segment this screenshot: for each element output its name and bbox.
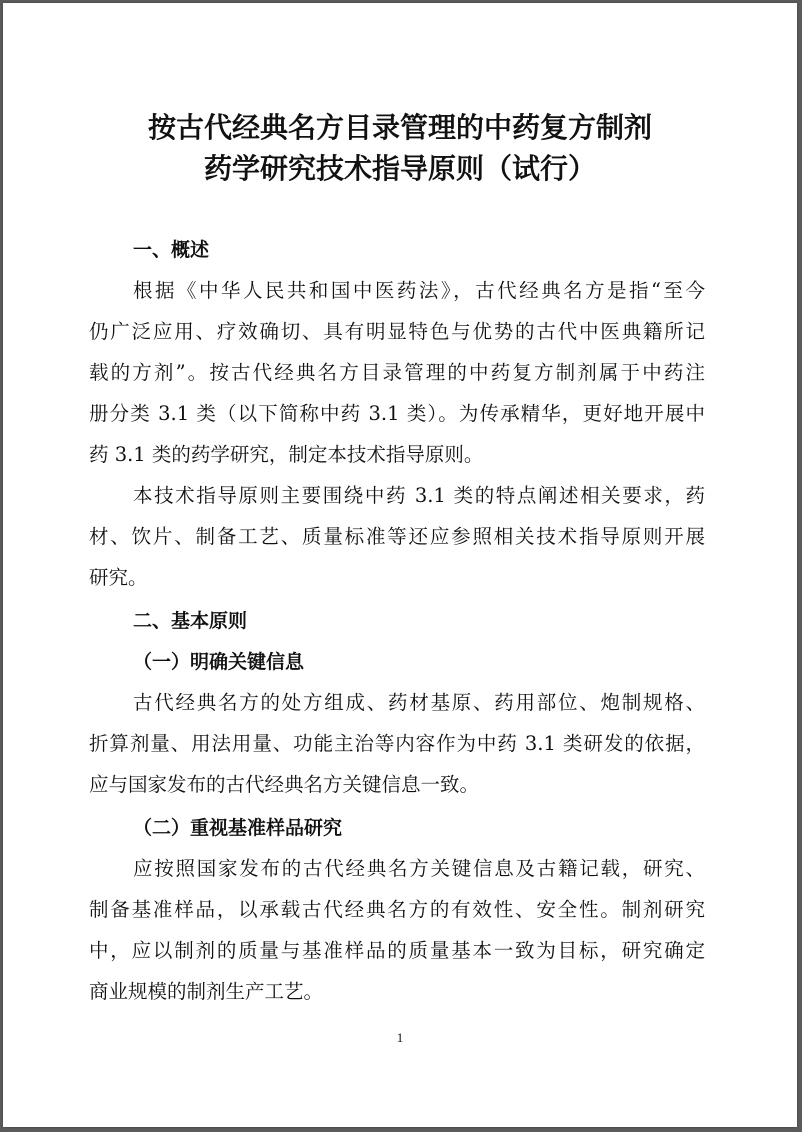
document-title-line-1: 按古代经典名方目录管理的中药复方制剂 <box>147 111 652 144</box>
subsection-1-para-line-2: 折算剂量、用法用量、功能主治等内容作为中药 3.1 类研发的依据， <box>89 732 705 755</box>
subsection-2-para-line-4: 商业规模的制剂生产工艺。 <box>89 980 324 1003</box>
subsection-1-para-line-3: 应与国家发布的古代经典名方关键信息一致。 <box>89 773 480 796</box>
document-page <box>3 3 797 1127</box>
section-1-para-2-line-2: 材、饮片、制备工艺、质量标准等还应参照相关技术指导原则开展 <box>89 525 705 548</box>
section-1-heading: 一、概述 <box>133 239 210 261</box>
subsection-2-para-line-1: 应按照国家发布的古代经典名方关键信息及古籍记载，研究、 <box>133 857 705 880</box>
section-1-para-1-line-1: 根据《中华人民共和国中医药法》，古代经典名方是指“至今 <box>133 279 705 302</box>
page-number: 1 <box>396 1030 404 1045</box>
section-1-para-1-line-5: 药 3.1 类的药学研究，制定本技术指导原则。 <box>89 443 484 466</box>
subsection-1-heading: （一）明确关键信息 <box>133 651 305 673</box>
subsection-2-para-line-3: 中，应以制剂的质量与基准样品的质量基本一致为目标，研究确定 <box>89 939 705 962</box>
section-1-para-1-line-2: 仍广泛应用、疗效确切、具有明显特色与优势的古代中医典籍所记 <box>89 320 705 343</box>
section-2-heading: 二、基本原则 <box>133 610 248 632</box>
subsection-2-para-line-2: 制备基准样品，以承载古代经典名方的有效性、安全性。制剂研究 <box>89 898 705 921</box>
section-1-para-1-line-3: 载的方剂”。按古代经典名方目录管理的中药复方制剂属于中药注 <box>89 361 705 384</box>
section-1-para-2-line-1: 本技术指导原则主要围绕中药 3.1 类的特点阐述相关要求，药 <box>133 484 705 507</box>
section-1-para-1-line-4: 册分类 3.1 类（以下简称中药 3.1 类）。为传承精华，更好地开展中 <box>89 402 705 425</box>
document-title-line-2: 药学研究技术指导原则（试行） <box>203 152 596 185</box>
subsection-2-heading: （二）重视基准样品研究 <box>133 817 343 839</box>
section-1-para-2-line-3: 研究。 <box>89 566 148 589</box>
subsection-1-para-line-1: 古代经典名方的处方组成、药材基原、药用部位、炮制规格、 <box>133 691 705 714</box>
